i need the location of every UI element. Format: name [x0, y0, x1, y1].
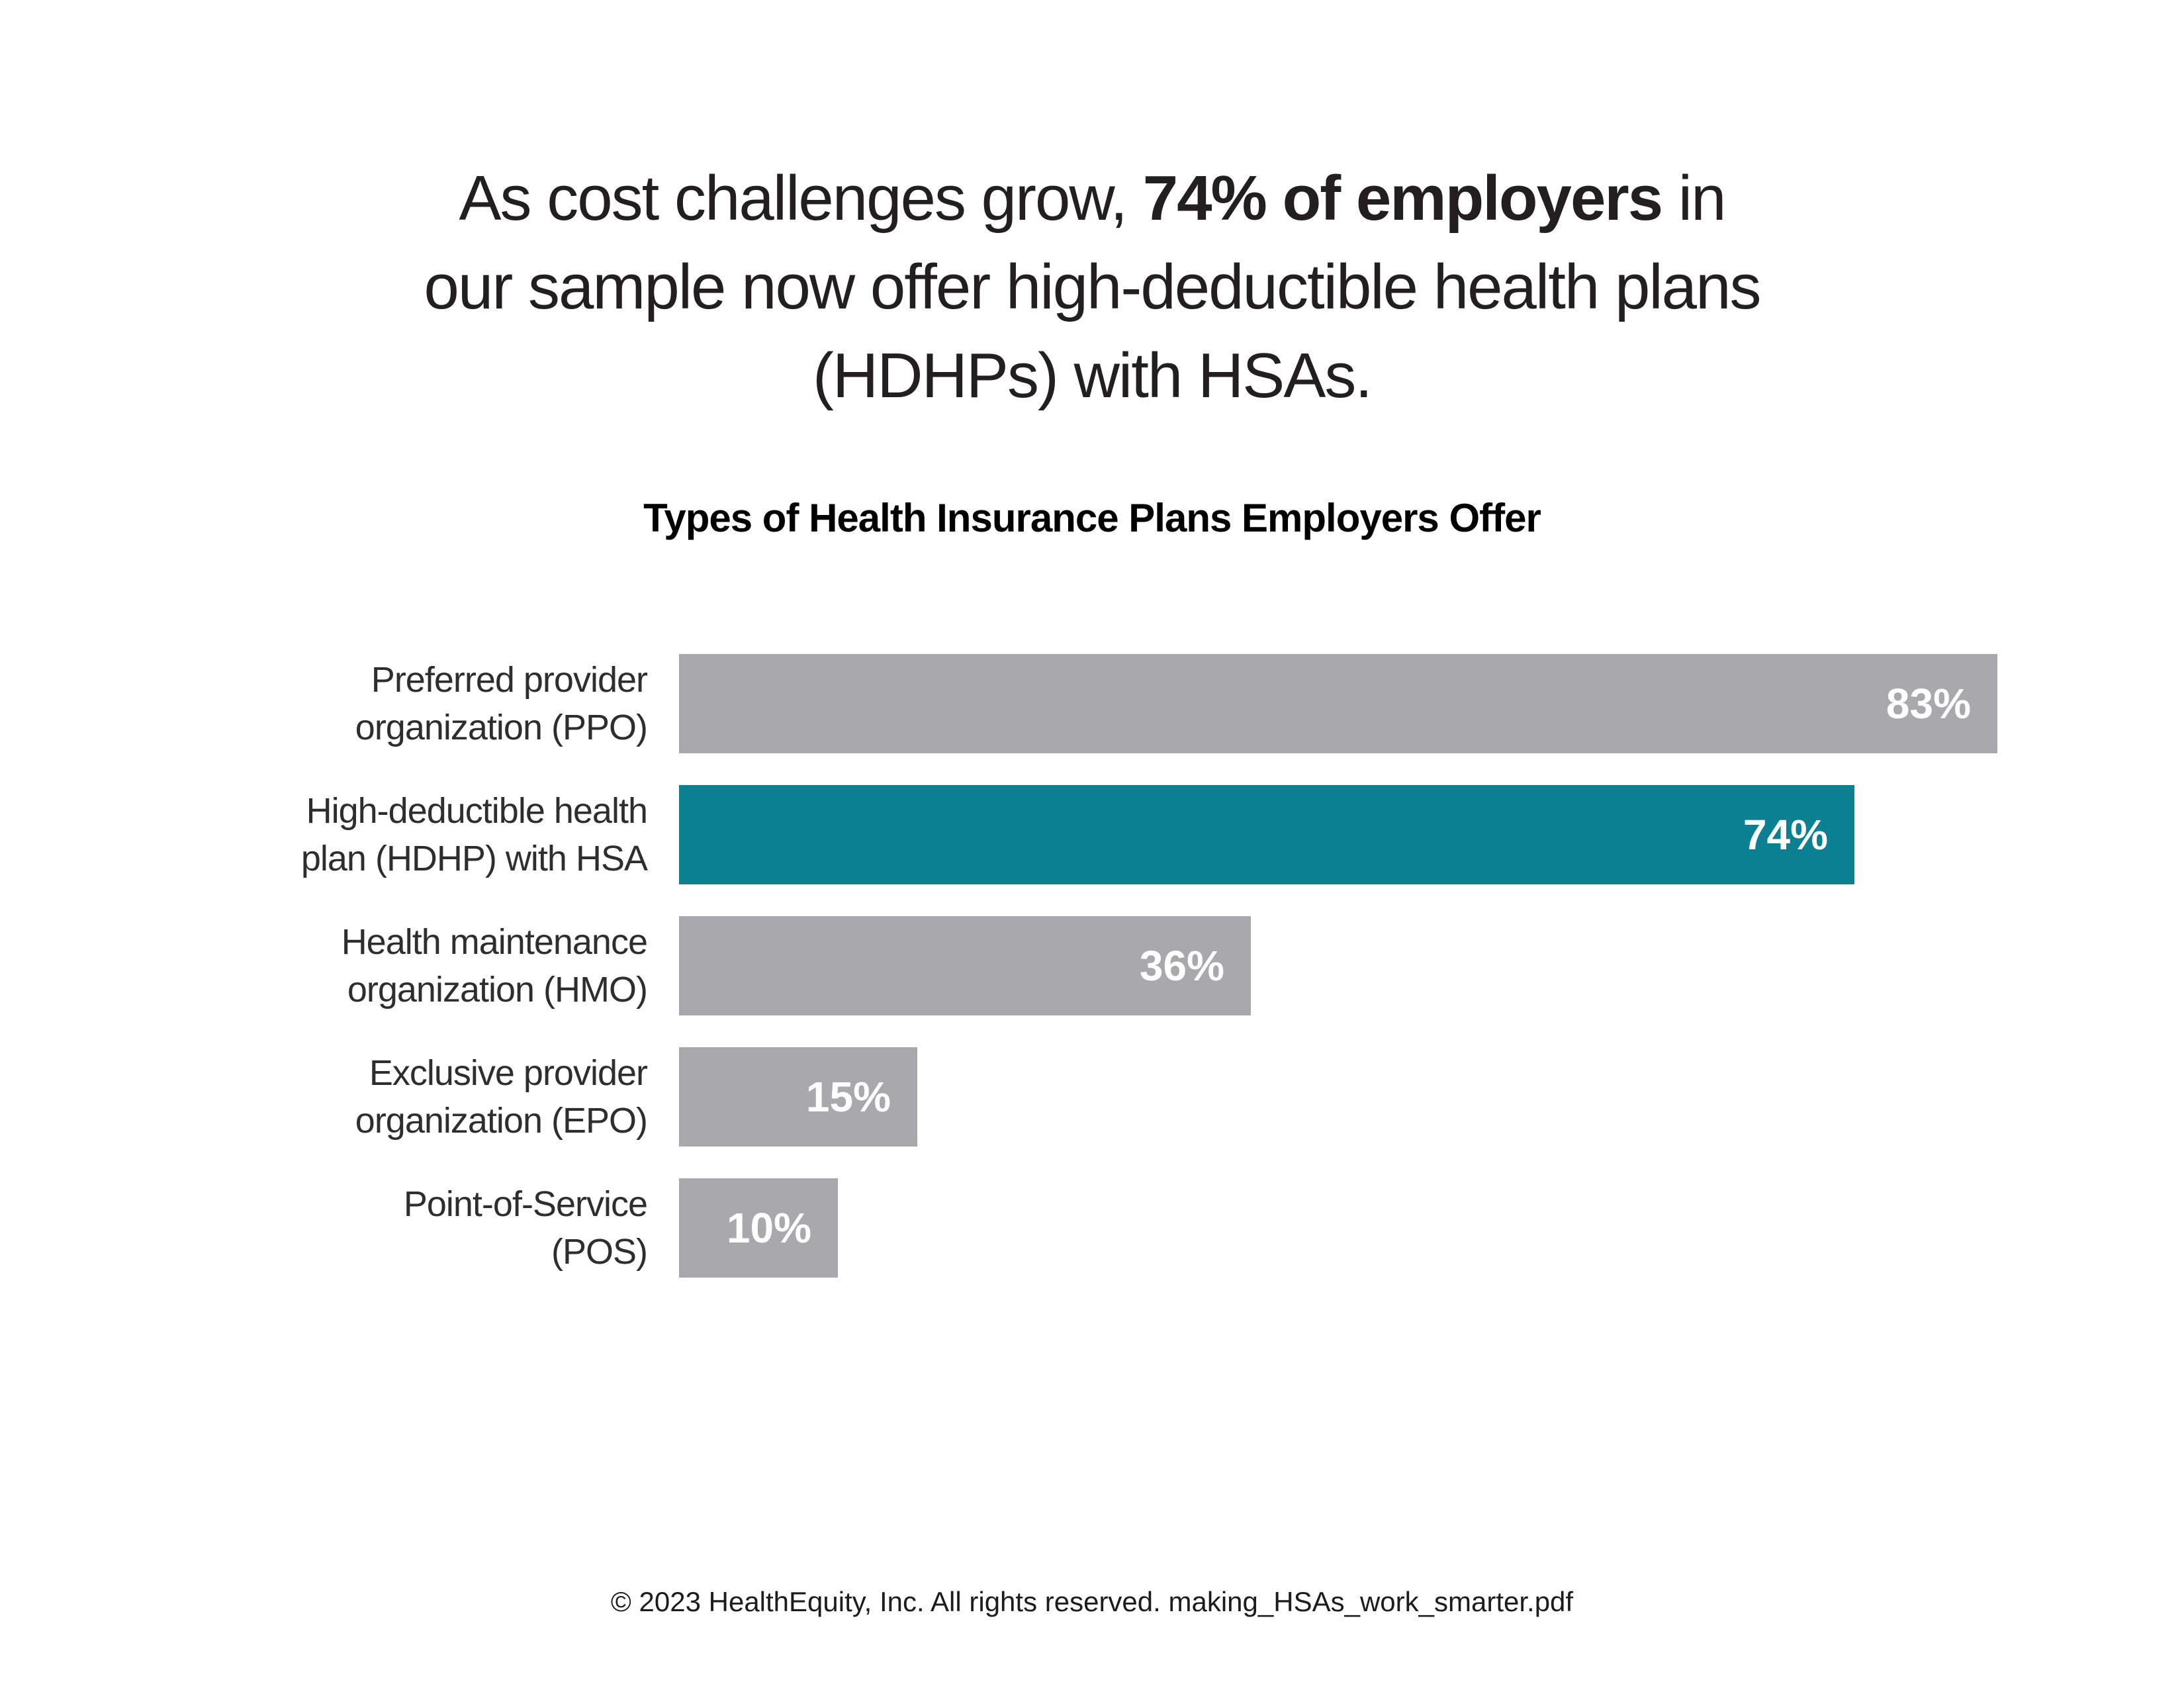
bar-row: [0, 1178, 1997, 1278]
title-text-post: in: [1662, 163, 1725, 234]
title-text-pre: As cost challenges grow,: [459, 163, 1143, 234]
category-label: [0, 656, 679, 751]
category-label-line: Preferred provider: [371, 660, 647, 700]
bar-chart: [0, 654, 1997, 1309]
category-label: [0, 787, 679, 882]
category-label: [0, 918, 679, 1013]
value-label: 15%: [805, 1073, 891, 1121]
bar: [679, 916, 1251, 1015]
category-label-line: plan (HDHP) with HSA: [300, 839, 647, 878]
chart-title: Types of Health Insurance Plans Employers Offer: [643, 496, 1541, 540]
category-label-line: organization (EPO): [355, 1101, 647, 1141]
bar-row: [0, 916, 1997, 1015]
value-label: 36%: [1139, 942, 1224, 990]
category-label-line: High-deductible health: [306, 791, 647, 831]
page-title-line-2: our sample now offer high-deductible health plans: [424, 252, 1760, 322]
bar-row: [0, 785, 1997, 884]
category-label: [0, 1049, 679, 1145]
value-label: 10%: [726, 1204, 811, 1252]
value-label: 83%: [1886, 680, 1971, 727]
category-label-line: (POS): [551, 1232, 647, 1272]
bar: [679, 1178, 838, 1278]
page-title-line-1: [0, 154, 2184, 243]
copyright-footer: © 2023 HealthEquity, Inc. All rights reserved. making_HSAs_work_smarter.pdf: [610, 1586, 1574, 1617]
bar: [679, 1047, 917, 1147]
category-label-line: Exclusive provider: [369, 1053, 647, 1093]
page-title-line-3: (HDHPs) with HSAs.: [812, 340, 1372, 411]
bar: [679, 785, 1854, 884]
category-label-line: organization (PPO): [355, 708, 647, 747]
category-label-line: Health maintenance: [341, 922, 647, 962]
bar-row: [0, 654, 1997, 753]
category-label-line: organization (HMO): [347, 970, 647, 1009]
page-title: [0, 154, 2184, 420]
bar: [679, 654, 1997, 753]
category-label: [0, 1180, 679, 1276]
value-label: 74%: [1743, 811, 1828, 859]
title-highlight-bold: 74% of employers: [1142, 163, 1662, 234]
bar-row: [0, 1047, 1997, 1147]
category-label-line: Point-of-Service: [403, 1184, 647, 1224]
